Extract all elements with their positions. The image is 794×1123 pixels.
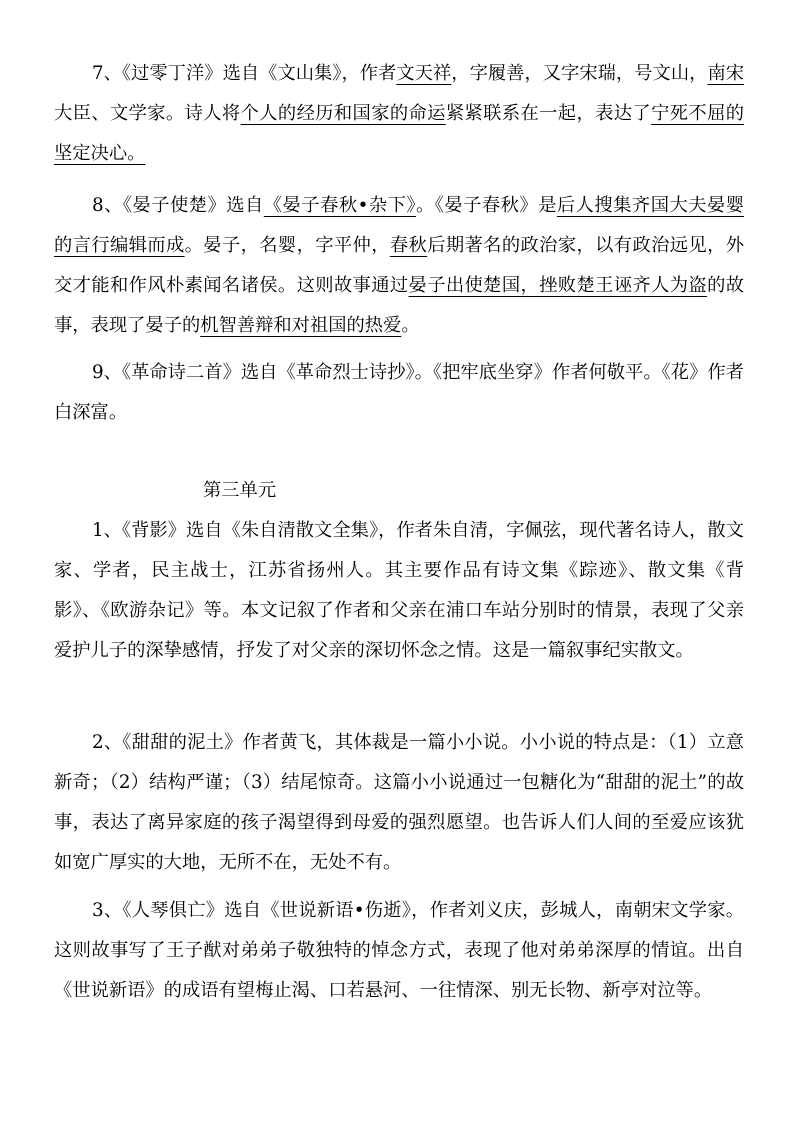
paragraph-8-text bbox=[54, 195, 744, 336]
underlined-text: 宁死不屈的坚定决心。 bbox=[54, 103, 745, 164]
text-run: 。《晏子春秋》是 bbox=[415, 195, 557, 216]
paragraph-9 bbox=[54, 353, 744, 433]
underlined-text: 春秋 bbox=[389, 235, 428, 256]
paragraph-9-text: 9、《革命诗二首》选自《革命烈士诗抄》。《把牢底坐穿》作者何敬平。《花》作者白深富。 bbox=[54, 362, 744, 423]
paragraph-8 bbox=[54, 186, 744, 346]
underlined-text: 晏子出使楚国，挫败楚王诬齐人为盗 bbox=[408, 275, 708, 296]
text-run: 。晏子，名婴，字平仲， bbox=[184, 235, 390, 256]
text-run: 。 bbox=[401, 315, 420, 336]
underlined-text: 个人的经历和国家的命运 bbox=[240, 103, 446, 124]
text-run: 大臣、文学家。诗人将 bbox=[54, 103, 241, 124]
underlined-text: 《晏子春秋•杂下》 bbox=[263, 195, 416, 216]
unit3-paragraph-1 bbox=[54, 511, 744, 671]
unit3-paragraph-1-text: 1、《背影》选自《朱自清散文全集》，作者朱自清，字佩弦，现代著名诗人，散文家、学者，民主战士，江苏省扬州人。其主要作品有诗文集《踪迹》、散文集《背影》、《欧游杂记》等。本文记叙了作者和父亲在浦口车站分别时的情景，表现了父亲爱护儿子的深挚感情，抒发了对父亲的深切怀念之情。这是一篇叙事纪实散文。 bbox=[54, 520, 744, 661]
underlined-text: 机智善辩和对祖国的热爱 bbox=[200, 315, 402, 336]
underlined-text: 文天祥 bbox=[396, 63, 452, 84]
underlined-text: 后人搜集齐国大夫晏婴的言行编辑而成 bbox=[54, 195, 745, 256]
underlined-text: 南宋 bbox=[707, 63, 745, 84]
unit-heading: 第三单元 bbox=[203, 480, 277, 501]
paragraph-7-text bbox=[54, 63, 744, 164]
text-run: 8、《晏子使楚》选自 bbox=[92, 195, 264, 216]
text-run: 紧紧联系在一起，表达了 bbox=[445, 103, 652, 124]
text-run: 的故事，表现了晏子的 bbox=[54, 275, 745, 336]
unit3-paragraph-3-text: 3、《人琴俱亡》选自《世说新语•伤逝》，作者刘义庆，彭城人，南朝宋文学家。这则故事写了王子猷对弟弟子敬独特的悼念方式，表现了他对弟弟深厚的情谊。出自《世说新语》的成语有望梅止渴、口若悬河、一往情深、别无长物、新亭对泣等。 bbox=[54, 900, 744, 1001]
unit3-paragraph-2 bbox=[54, 723, 744, 883]
unit3-paragraph-2-text: 2、《甜甜的泥土》作者黄飞，其体裁是一篇小小说。小小说的特点是：（1）立意新奇；（2）结构严谨；（3）结尾惊奇。这篇小小说通过一包糖化为“甜甜的泥土”的故事，表达了离异家庭的孩子渴望得到母爱的强烈愿望。也告诉人们人间的至爱应该犹如宽广厚实的大地，无所不在，无处不有。 bbox=[54, 732, 744, 873]
text-run: 7、《过零丁洋》选自《文山集》，作者 bbox=[92, 63, 397, 84]
text-run: ，字履善，又字宋瑞，号文山， bbox=[451, 63, 708, 84]
text-run: 后期著名的政治家，以有政治远见，外交才能和作风朴素闻名诸侯。这则故事通过 bbox=[54, 235, 745, 296]
unit3-paragraph-3 bbox=[54, 891, 744, 1011]
paragraph-7 bbox=[54, 54, 744, 174]
